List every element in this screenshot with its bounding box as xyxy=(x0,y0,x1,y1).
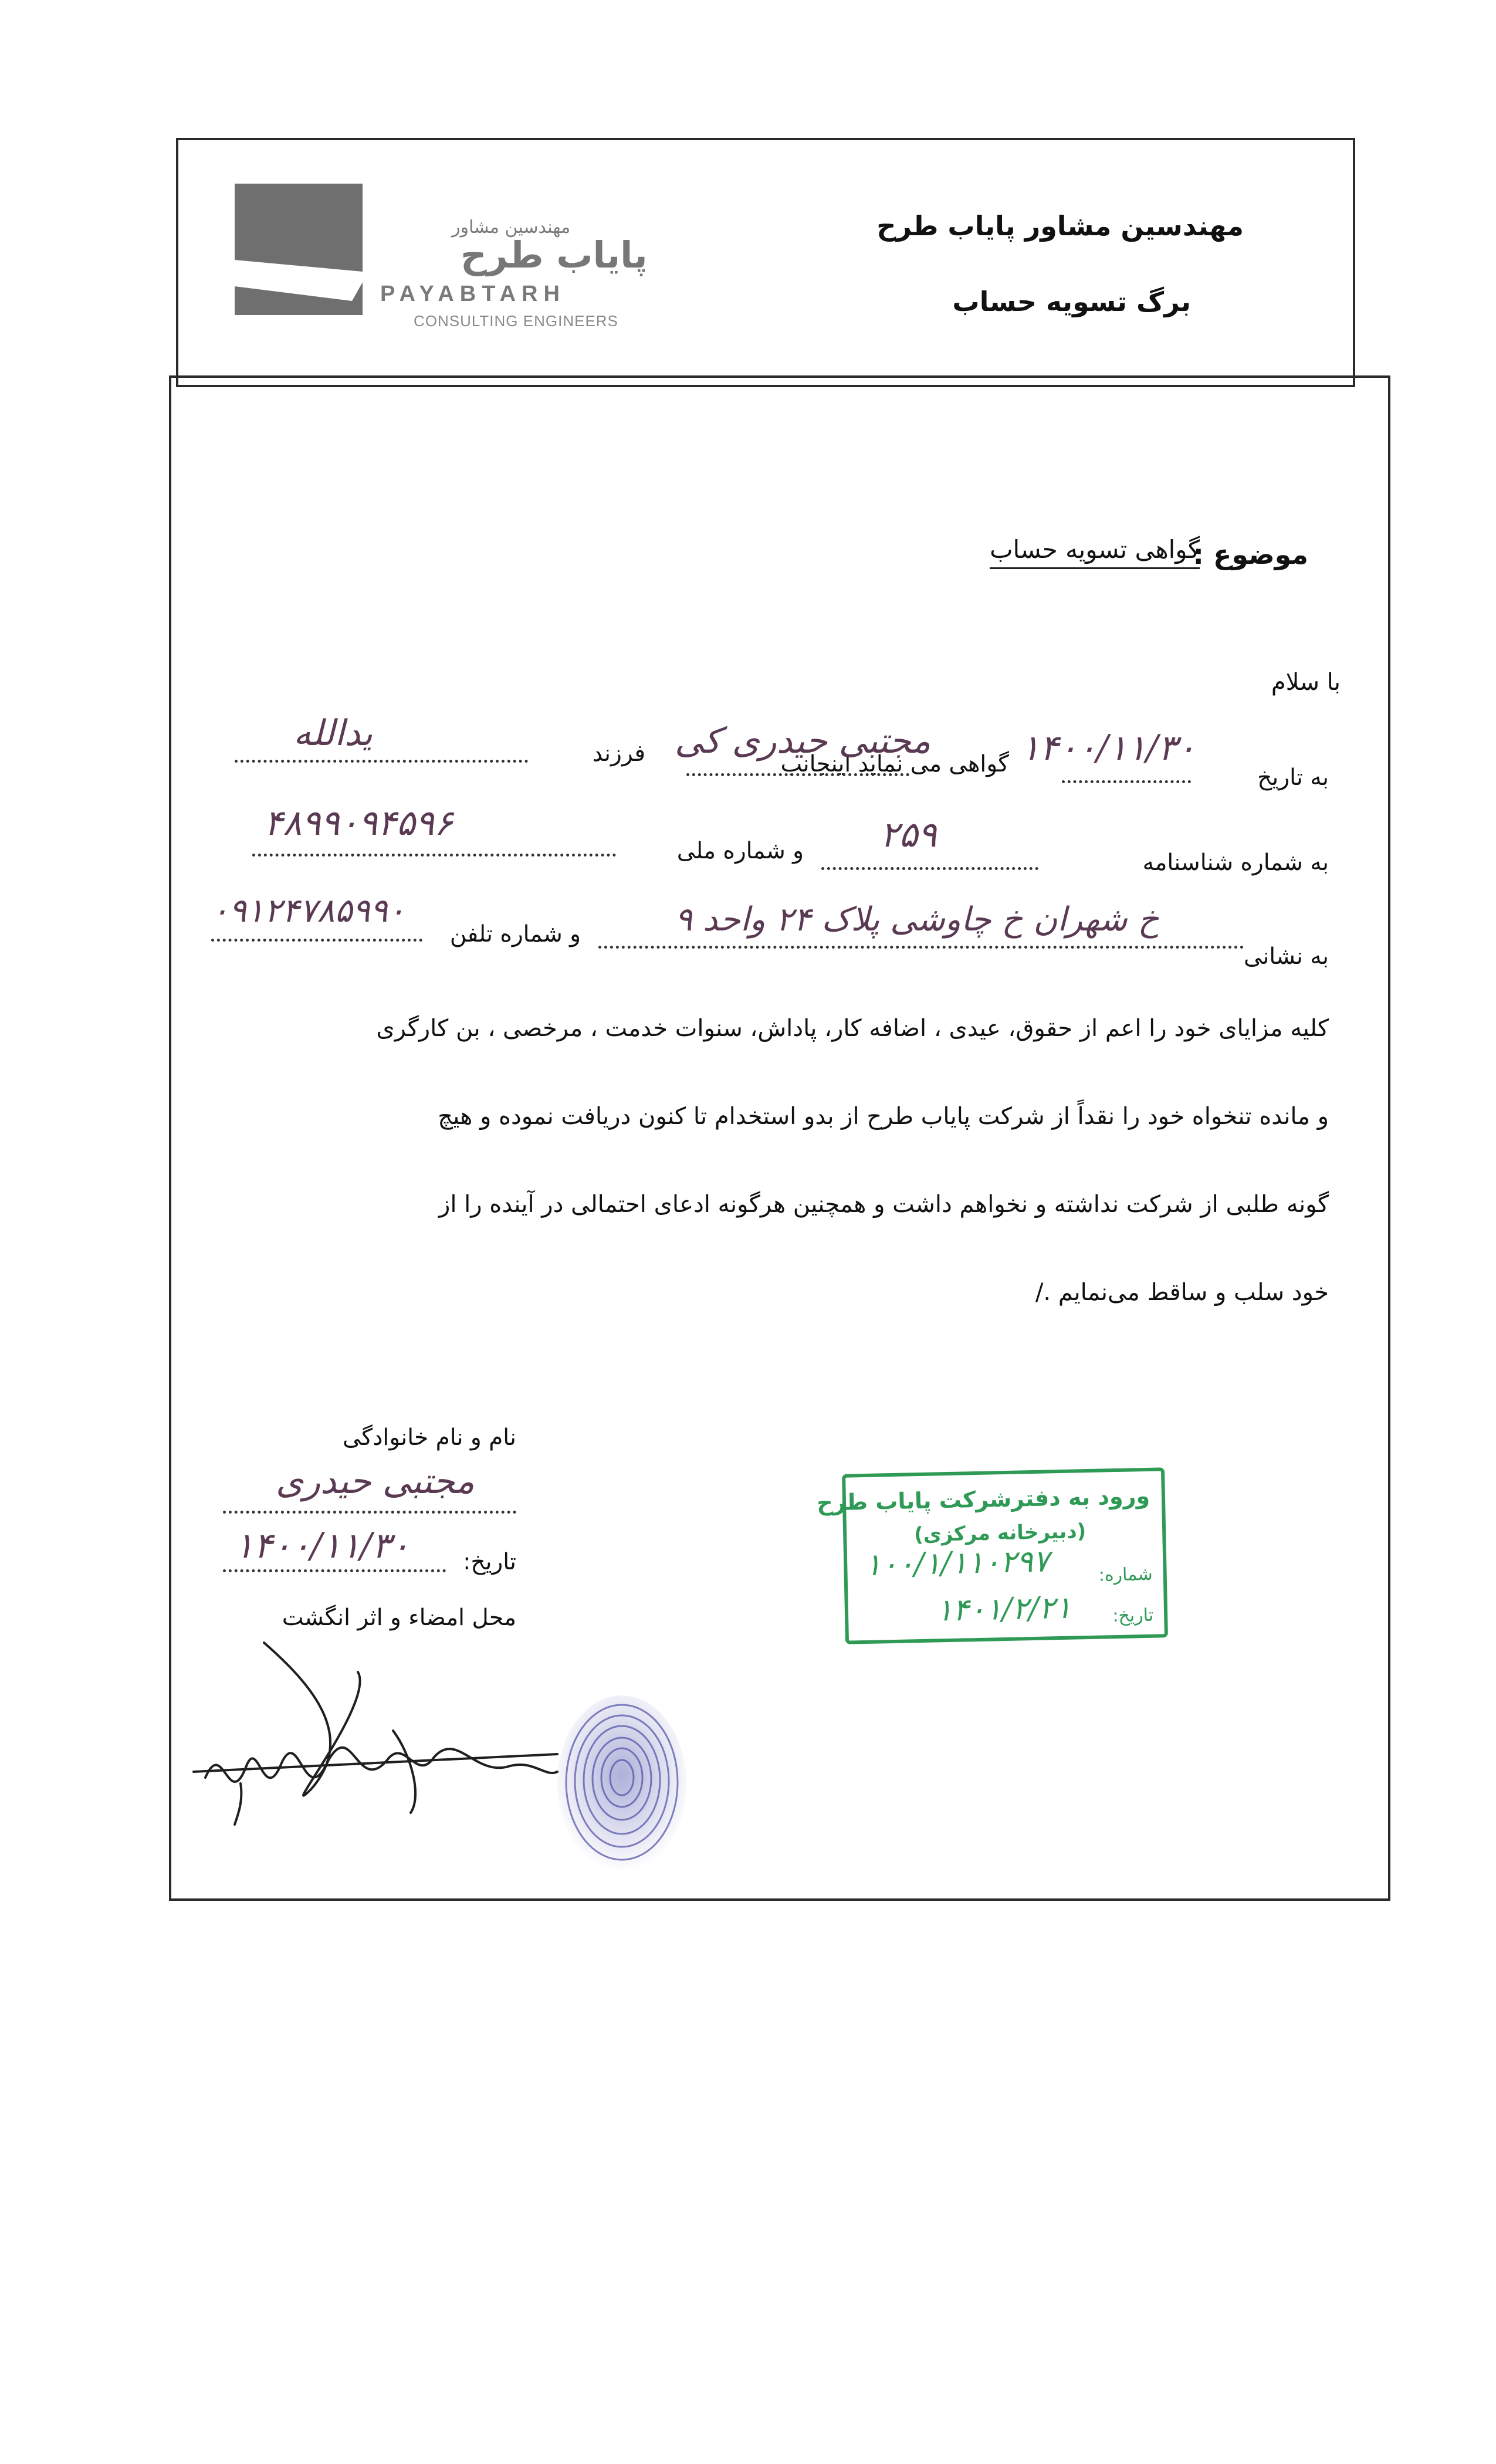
date-field-line xyxy=(1062,780,1191,783)
handwritten-address: خ شهران خ چاوشی پلاک ۲۴ واحد ۹ xyxy=(675,901,1159,939)
sign-name-line xyxy=(223,1511,516,1514)
fingerprint-image xyxy=(551,1690,692,1877)
sign-date-line xyxy=(223,1569,446,1572)
logo-english-name: PAYABTARH xyxy=(380,282,566,306)
sign-date-label: تاریخ: xyxy=(463,1549,516,1575)
paragraph-line-2: و مانده تنخواه خود را نقداً از شرکت پایاب طرح از بدو استخدام تا کنون دریافت نموده و هیچ xyxy=(438,1103,1329,1130)
signature-fingerprint-label: محل امضاء و اثر انگشت xyxy=(282,1605,516,1631)
form-title: برگ تسویه حساب xyxy=(952,286,1191,317)
company-title: مهندسین مشاور پایاب طرح xyxy=(876,210,1244,242)
handwritten-id-number: ۲۵۹ xyxy=(880,814,937,855)
handwritten-date: ۱۴۰۰/۱۱/۳۰ xyxy=(1021,727,1196,769)
salutation: با سلام xyxy=(1271,669,1341,696)
stamp-date-label: تاریخ: xyxy=(1112,1605,1154,1627)
stamp-title: ورود به دفترشرکت پایاب طرح xyxy=(816,1483,1150,1516)
company-logo-mark xyxy=(235,184,363,315)
date-label: به تاریخ xyxy=(1257,764,1329,791)
logo-english-subtitle: CONSULTING ENGINEERS xyxy=(414,312,618,330)
child-of-label: فرزند xyxy=(592,740,645,767)
address-field-line xyxy=(598,946,1244,949)
father-field-line xyxy=(235,760,528,763)
id-number-label: به شماره شناسنامه xyxy=(1142,849,1329,876)
subject-value: گواهی تسویه حساب xyxy=(990,535,1200,569)
handwritten-name: مجتبی حیدری کی xyxy=(675,720,931,761)
signature-image xyxy=(182,1637,563,1836)
id-number-field-line xyxy=(821,867,1038,870)
certify-text: گواهی می نماید اینجانب xyxy=(780,751,1009,777)
paragraph-line-1: کلیه مزایای خود را اعم از حقوق، عیدی ، اضافه کار، پاداش، سنوات خدمت ، مرخصی ، بن کارگری xyxy=(376,1015,1329,1042)
national-id-field-line xyxy=(252,854,616,857)
name-field-line xyxy=(686,773,909,776)
stamp-number-value: ۱۰۰/۱/۱۱۰۲۹۷ xyxy=(864,1544,1050,1583)
paragraph-line-4: خود سلب و ساقط می‌نمایم ./ xyxy=(1035,1279,1329,1306)
paragraph-line-3: گونه طلبی از شرکت نداشته و نخواهم داشت و همچنین هرگونه ادعای احتمالی در آینده را از xyxy=(439,1191,1329,1218)
handwritten-sign-name: مجتبی حیدری xyxy=(276,1461,475,1502)
subject-label: موضوع : xyxy=(1193,539,1308,570)
name-signature-label: نام و نام خانوادگی xyxy=(342,1424,516,1451)
handwritten-national-id: ۴۸۹۹۰۹۴۵۹۶ xyxy=(264,803,453,844)
phone-label: و شماره تلفن xyxy=(449,921,581,947)
handwritten-phone: ۰۹۱۲۴۷۸۵۹۹۰ xyxy=(211,892,405,930)
stamp-number-label: شماره: xyxy=(1098,1563,1153,1586)
stamp-subtitle: (دبیرخانه مرکزی) xyxy=(913,1519,1087,1547)
handwritten-father: یدالله xyxy=(293,713,373,754)
national-id-label: و شماره ملی xyxy=(676,838,804,864)
handwritten-sign-date: ۱۴۰۰/۱۱/۳۰ xyxy=(235,1525,410,1566)
address-label: به نشانی xyxy=(1243,943,1329,970)
logo-persian-tagline: مهندسین مشاور xyxy=(452,217,571,238)
phone-field-line xyxy=(211,939,422,942)
stamp-date-value: ۱۴۰۱/۲/۲۱ xyxy=(936,1590,1072,1629)
registry-stamp xyxy=(816,1467,1168,1644)
logo-persian-name: پایاب طرح xyxy=(461,233,648,276)
